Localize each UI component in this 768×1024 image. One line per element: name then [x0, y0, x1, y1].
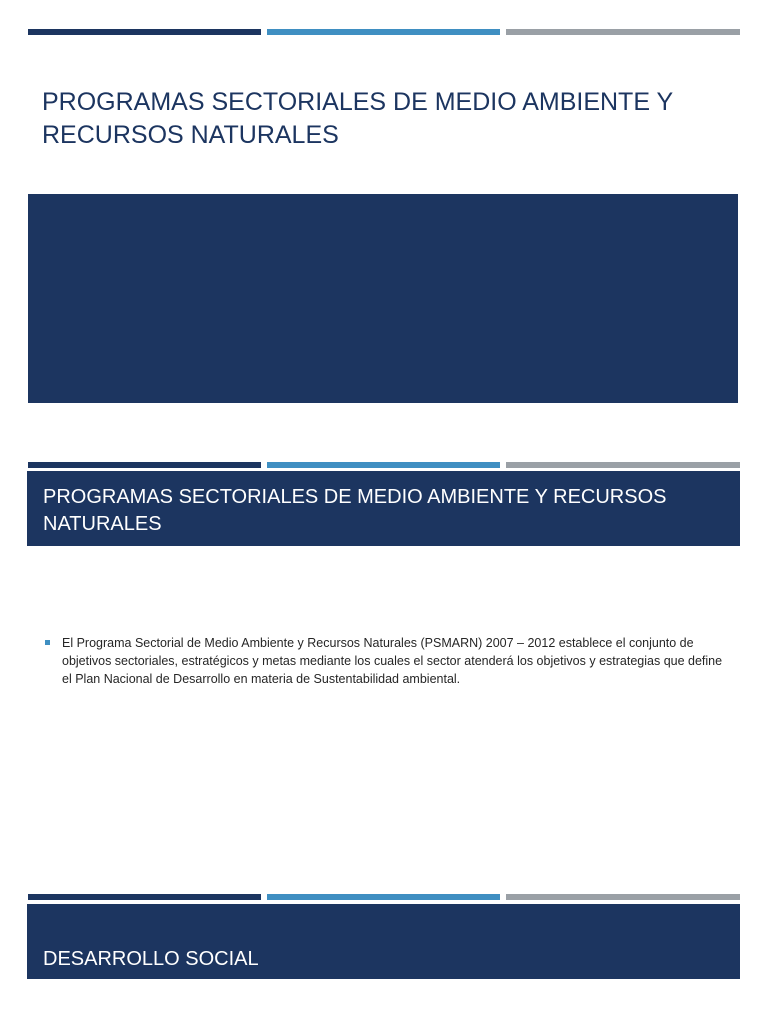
stripe-gray [506, 29, 740, 35]
slide2-title: PROGRAMAS SECTORIALES DE MEDIO AMBIENTE Y RECURSOS NATURALES [43, 486, 667, 535]
stripe-gray [506, 894, 740, 900]
stripe-blue [267, 462, 500, 468]
slide2-accent-stripes [28, 462, 740, 468]
slide3-title-banner [27, 904, 740, 979]
slide2-title-banner [27, 471, 740, 546]
stripe-gray [506, 462, 740, 468]
stripe-blue [267, 894, 500, 900]
slide1-accent-stripes [28, 29, 740, 35]
slide1-content-block [28, 194, 738, 403]
list-item [45, 634, 730, 688]
slide3-title: DESARROLLO SOCIAL [43, 948, 259, 970]
stripe-navy [28, 29, 261, 35]
slide1-title: PROGRAMAS SECTORIALES DE MEDIO AMBIENTE Y RECURSOS NATURALES [42, 88, 673, 149]
bullet-text: El Programa Sectorial de Medio Ambiente y Recursos Naturales (PSMARN) 2007 – 2012 establece el conjunto de objetivos sectoriales, estratégicos y metas mediante los cuales el sector atenderá los objetivos y estrategias que define el Plan Nacional de Desarrollo en materia de Sustentabilidad ambiental. [62, 636, 723, 686]
stripe-blue [267, 29, 500, 35]
square-bullet-icon [45, 640, 50, 645]
stripe-navy [28, 894, 261, 900]
slide3-accent-stripes [28, 894, 740, 900]
stripe-navy [28, 462, 261, 468]
slide2-bullet-list [45, 634, 730, 688]
